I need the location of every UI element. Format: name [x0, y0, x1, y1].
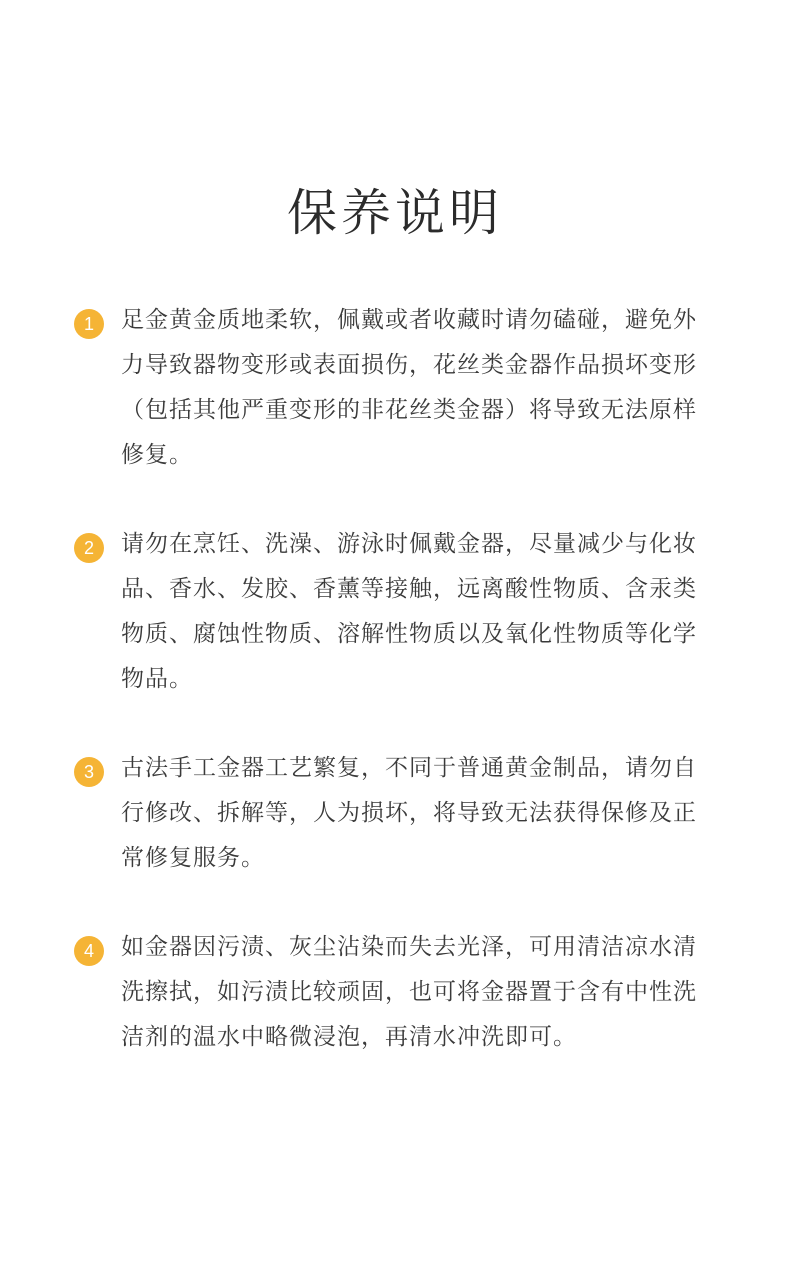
- number-badge: 1: [74, 309, 104, 339]
- list-item: [74, 522, 714, 702]
- list-item: [74, 746, 714, 881]
- number-badge: 2: [74, 533, 104, 563]
- instruction-text: 古法手工金器工艺繁复，不同于普通黄金制品，请勿自行修改、拆解等，人为损坏，将导致无法获得保修及正常修复服务。: [121, 755, 697, 871]
- page-title: 保养说明: [287, 184, 503, 242]
- instruction-text: 如金器因污渍、灰尘沾染而失去光泽，可用清洁凉水清洗擦拭，如污渍比较顽固，也可将金器置于含有中性洗洁剂的温水中略微浸泡，再清水冲洗即可。: [121, 934, 697, 1050]
- list-item: [74, 298, 714, 478]
- list-item: [74, 925, 714, 1060]
- number-badge: 4: [74, 936, 104, 966]
- care-instructions-list: [74, 298, 714, 1104]
- instruction-text: 请勿在烹饪、洗澡、游泳时佩戴金器，尽量减少与化妆品、香水、发胶、香薰等接触，远离酸性物质、含汞类物质、腐蚀性物质、溶解性物质以及氧化性物质等化学物品。: [121, 531, 697, 692]
- number-badge: 3: [74, 757, 104, 787]
- instruction-text: 足金黄金质地柔软，佩戴或者收藏时请勿磕碰，避免外力导致器物变形或表面损伤，花丝类金器作品损坏变形（包括其他严重变形的非花丝类金器）将导致无法原样修复。: [121, 307, 697, 468]
